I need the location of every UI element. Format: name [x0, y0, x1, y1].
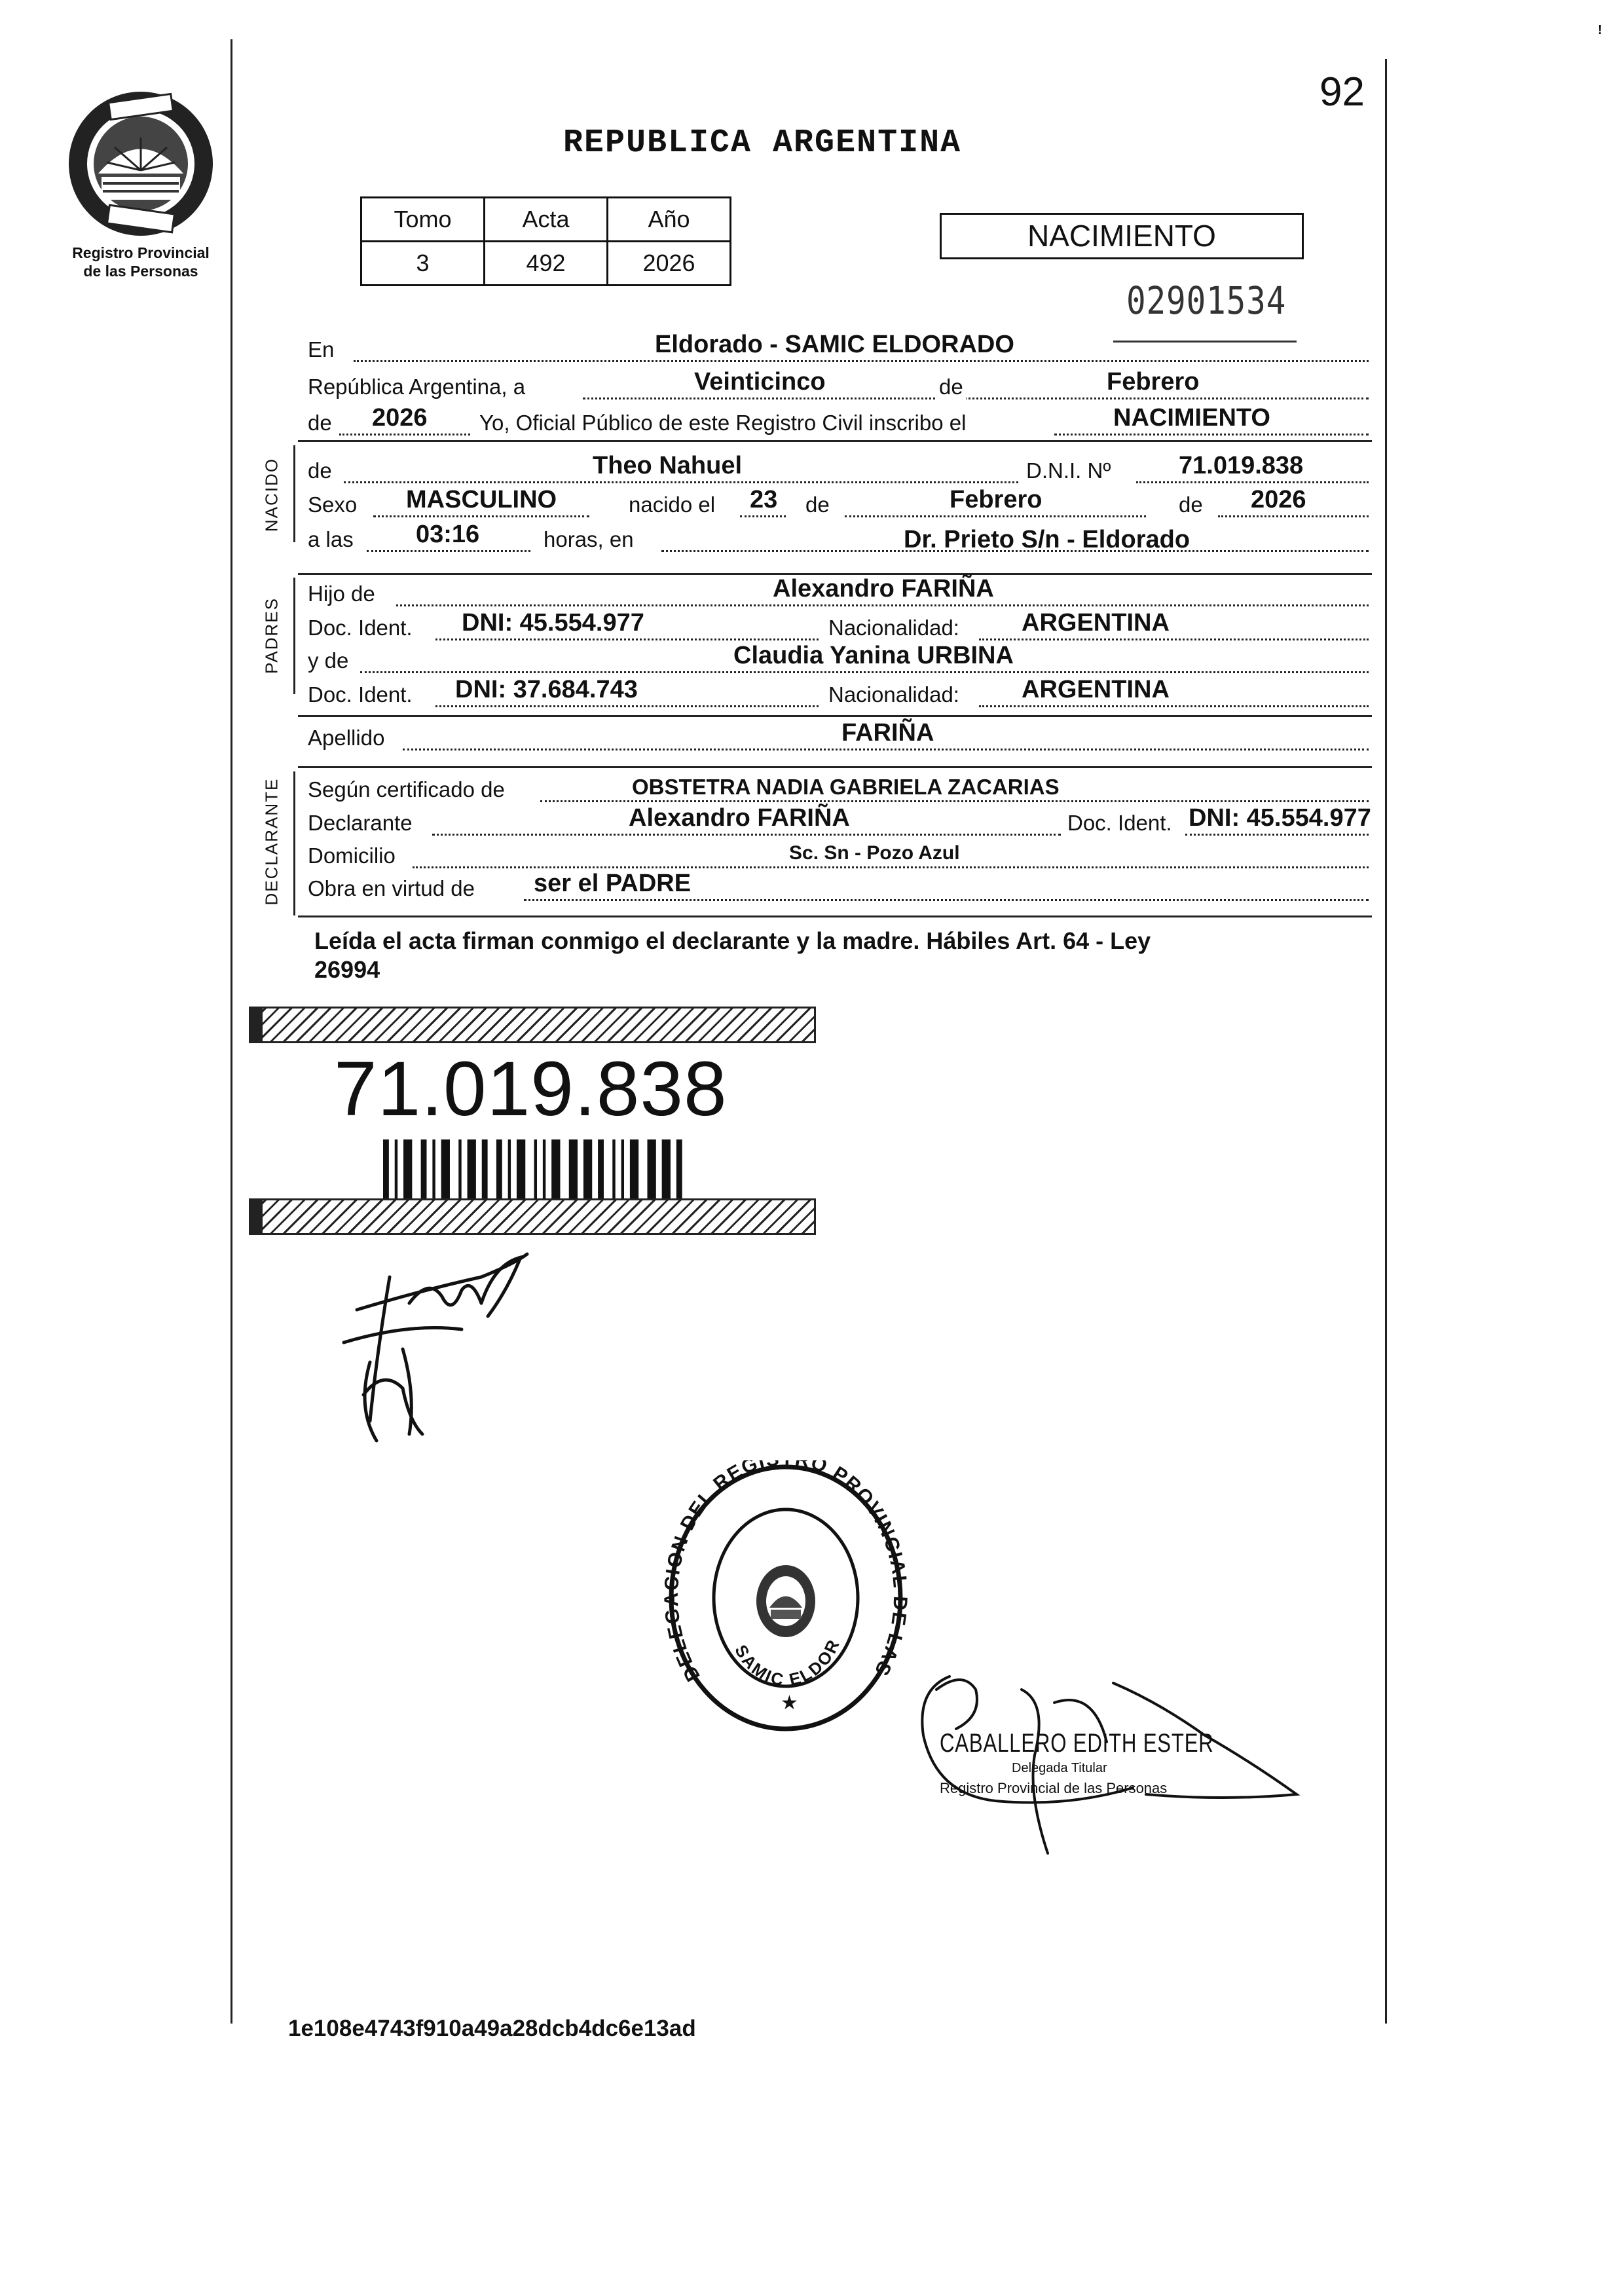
mother-doc-value: DNI: 37.684.743	[455, 676, 638, 703]
y-de-label: y de	[308, 648, 349, 673]
logo-caption-line2: de las Personas	[83, 263, 198, 280]
apellido-value: FARIÑA	[841, 719, 934, 747]
section-divider	[298, 715, 1372, 717]
logo-caption-line1: Registro Provincial	[72, 244, 210, 261]
mother-doc-label: Doc. Ident.	[308, 682, 413, 707]
row-republica	[308, 368, 1369, 401]
row-apellido	[308, 719, 1369, 752]
dotted-line	[403, 749, 1369, 750]
dni-label: D.N.I. Nº	[1026, 458, 1111, 483]
dotted-line	[344, 481, 1018, 483]
declarante-value: Alexandro FARIÑA	[629, 804, 850, 832]
horas-label: horas, en	[544, 527, 634, 551]
de-label-2: de	[805, 492, 830, 517]
obra-value: ser el PADRE	[534, 870, 692, 897]
nacido-bracket	[293, 445, 295, 542]
declarante-bracket	[293, 771, 295, 916]
father-name-value: Alexandro FARIÑA	[773, 575, 994, 602]
registrar-office: Registro Provincial de las Personas	[940, 1780, 1168, 1796]
registrar-stamp	[940, 1729, 1293, 1797]
corner-mark: !	[1598, 23, 1602, 37]
declarante-doc-value: DNI: 45.554.977	[1189, 804, 1371, 832]
certificado-label: Según certificado de	[308, 777, 505, 802]
row-madre-doc	[308, 676, 1369, 709]
dotted-line	[339, 434, 470, 435]
section-divider	[298, 440, 1372, 442]
en-label: En	[308, 337, 335, 361]
birth-year-value: 2026	[1251, 486, 1306, 513]
record-reference-table	[360, 196, 731, 286]
mother-name-value: Claudia Yanina URBINA	[733, 642, 1014, 669]
section-divider	[298, 916, 1372, 917]
dotted-line	[367, 550, 530, 552]
section-divider	[298, 766, 1372, 768]
row-hora	[308, 521, 1369, 553]
child-dni-value: 71.019.838	[1179, 452, 1304, 479]
de-label: de	[936, 375, 966, 399]
padres-section-label: PADRES	[261, 597, 282, 674]
acta-type-value: NACIMIENTO	[1113, 404, 1270, 432]
record-type-box: NACIMIENTO	[940, 213, 1304, 259]
tomo-header: Tomo	[361, 198, 485, 242]
dotted-line	[1218, 515, 1369, 517]
dotted-line	[1185, 834, 1369, 836]
birth-place-value: Dr. Prieto S/n - Eldorado	[904, 526, 1190, 553]
name-label: de	[308, 458, 332, 483]
security-band-bottom	[249, 1198, 816, 1235]
declarante-signature	[331, 1251, 540, 1451]
registrar-name: CABALLERO EDITH ESTER	[940, 1729, 1214, 1758]
time-value: 03:16	[416, 521, 480, 548]
day-words-value: Veinticinco	[694, 368, 826, 396]
anio-value: 2026	[608, 242, 731, 286]
closing-note-line2: 26994	[314, 956, 380, 983]
obra-label: Obra en virtud de	[308, 876, 475, 900]
row-declarante	[308, 804, 1369, 837]
mother-nat-value: ARGENTINA	[1022, 676, 1170, 703]
registrar-title: Delegada Titular	[1012, 1761, 1107, 1775]
sexo-value: MASCULINO	[406, 486, 557, 513]
domicilio-label: Domicilio	[308, 843, 396, 868]
declarante-section-label: DECLARANTE	[261, 777, 282, 906]
sexo-label: Sexo	[308, 492, 358, 517]
dotted-line	[354, 360, 1369, 362]
document-hash: 1e108e4743f910a49a28dcb4dc6e13ad	[288, 2016, 696, 2041]
closing-note	[314, 927, 1336, 984]
logo-caption	[49, 244, 232, 280]
row-domicilio	[308, 837, 1369, 870]
father-nat-label: Nacionalidad:	[828, 616, 959, 640]
year-prefix-label: de	[308, 411, 332, 435]
svg-text:★: ★	[781, 1692, 798, 1714]
hijo-de-label: Hijo de	[308, 582, 375, 606]
de-label-3: de	[1179, 492, 1203, 517]
row-padre-doc	[308, 609, 1369, 642]
row-nacido-name	[308, 452, 1369, 485]
row-en	[308, 331, 1369, 363]
dotted-line	[740, 515, 786, 517]
dotted-line	[435, 638, 819, 640]
year-value: 2026	[372, 404, 428, 432]
nacido-el-label: nacido el	[629, 492, 716, 517]
apellido-label: Apellido	[308, 726, 385, 750]
stamp-ring-text: DELEGACION DEL REGI O PROVINCIAL DE LAS	[661, 1460, 910, 1686]
dotted-line	[413, 866, 1369, 868]
acta-header: Acta	[485, 198, 608, 242]
father-doc-value: DNI: 45.554.977	[462, 609, 644, 637]
security-band-top	[249, 1007, 816, 1043]
dotted-line	[979, 638, 1369, 640]
row-year	[308, 404, 1369, 437]
dni-number-large: 71.019.838	[334, 1046, 728, 1132]
row-madre	[308, 642, 1369, 675]
dotted-line	[1054, 434, 1369, 435]
tomo-value: 3	[361, 242, 485, 286]
left-margin-line	[231, 39, 232, 2024]
dotted-line	[373, 515, 589, 517]
page-number: 92	[1320, 69, 1365, 115]
a-las-label: a las	[308, 527, 354, 551]
father-doc-label: Doc. Ident.	[308, 616, 413, 640]
declarante-label: Declarante	[308, 811, 413, 835]
serial-number: 02901534	[1126, 278, 1287, 323]
dotted-line	[432, 834, 1061, 836]
row-certificado	[308, 771, 1369, 804]
row-padre	[308, 575, 1369, 608]
oficial-text: Yo, Oficial Público de este Registro Civil inscribo el	[479, 411, 967, 435]
dotted-line	[524, 899, 1369, 901]
certificado-value: OBSTETRA NADIA GABRIELA ZACARIAS	[632, 775, 1060, 799]
row-sexo	[308, 486, 1369, 519]
dotted-line	[979, 705, 1369, 707]
domicilio-value: Sc. Sn - Pozo Azul	[789, 842, 960, 864]
anio-header: Año	[608, 198, 731, 242]
birth-month-value: Febrero	[950, 486, 1043, 513]
dotted-line	[540, 800, 1369, 802]
nacido-section-label: NACIDO	[261, 457, 282, 532]
dotted-line	[1136, 481, 1369, 483]
place-value: Eldorado - SAMIC ELDORADO	[655, 331, 1014, 358]
stamp-inner-text: SAMIC ELDOR	[731, 1635, 844, 1690]
declarante-doc-label: Doc. Ident.	[1067, 811, 1172, 835]
delegation-stamp	[661, 1460, 910, 1739]
dotted-line	[583, 398, 1369, 399]
right-margin-line	[1385, 59, 1387, 2024]
birth-day-value: 23	[750, 486, 778, 513]
republica-label: República Argentina, a	[308, 375, 526, 399]
document-heading: REPUBLICA ARGENTINA	[563, 124, 962, 162]
mother-nat-label: Nacionalidad:	[828, 682, 959, 707]
dotted-line	[435, 705, 819, 707]
dotted-line	[396, 604, 1369, 606]
padres-bracket	[293, 578, 295, 694]
acta-value: 492	[485, 242, 608, 286]
father-nat-value: ARGENTINA	[1022, 609, 1170, 637]
closing-note-line1: Leída el acta firman conmigo el declarante y la madre. Hábiles Art. 64 - Ley	[314, 927, 1151, 954]
month-value: Febrero	[1107, 368, 1200, 396]
dotted-line	[845, 515, 1146, 517]
child-name-value: Theo Nahuel	[593, 452, 743, 479]
row-obra	[308, 870, 1369, 902]
dotted-line	[360, 671, 1369, 673]
